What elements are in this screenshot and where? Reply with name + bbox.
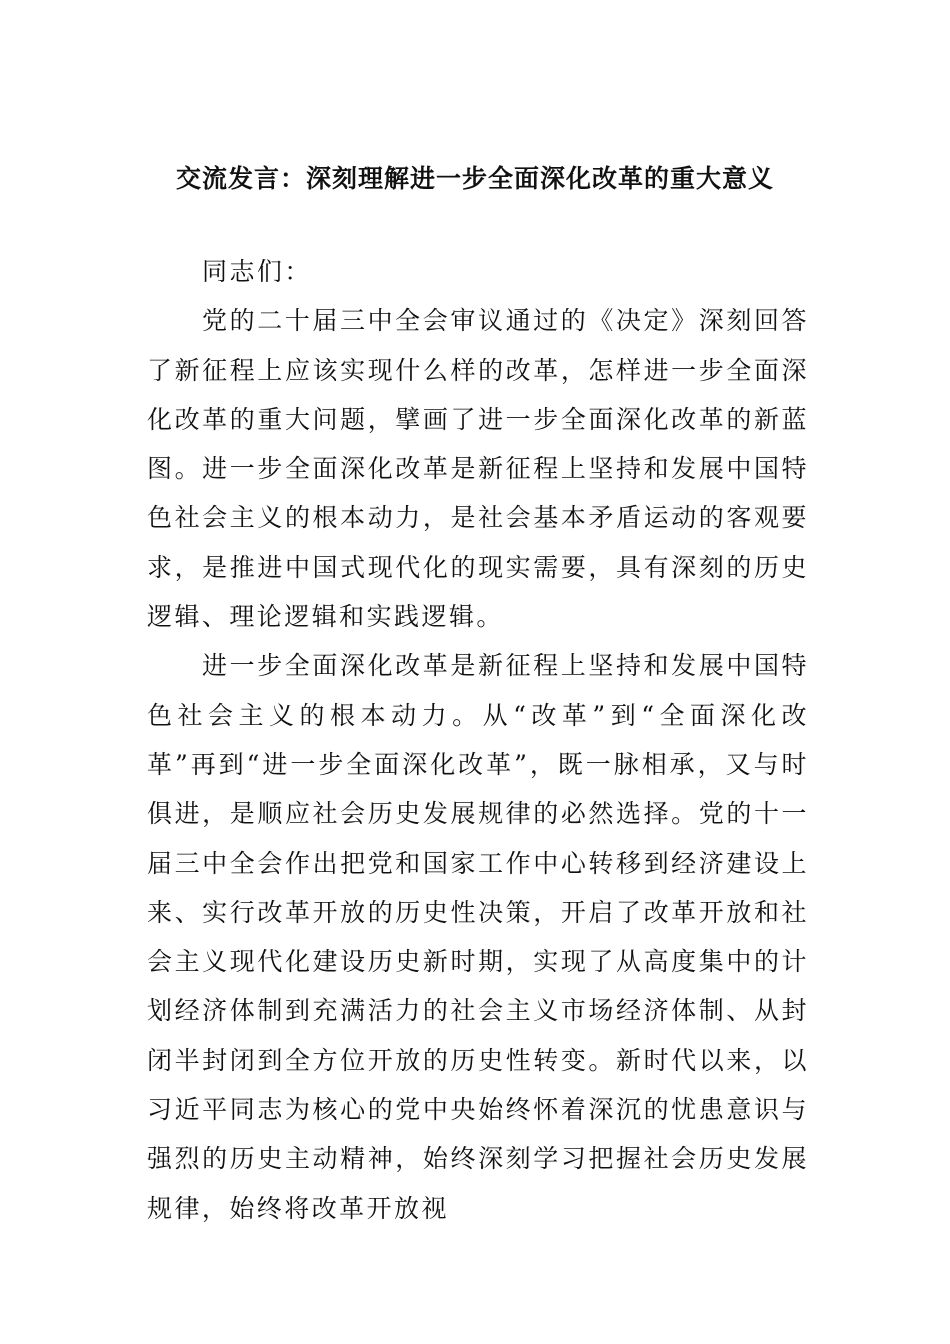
document-title: 交流发言：深刻理解进一步全面深化改革的重大意义 (175, 164, 774, 193)
document-body (147, 247, 809, 1233)
paragraph-2: 进一步全面深化改革是新征程上坚持和发展中国特色社会主义的根本动力。从“改革”到“全面深化改革”再到“进一步全面深化改革”，既一脉相承，又与时俱进，是顺应社会历史发展规律的必然选择。党的十一届三中全会作出把党和国家工作中心转移到经济建设上来、实行改革开放的历史性决策，开启了改革开放和社会主义现代化建设历史新时期，实现了从高度集中的计划经济体制到充满活力的社会主义市场经济体制、从封闭半封闭到全方位开放的历史性转变。新时代以来，以习近平同志为核心的党中央始终怀着深沉的忧患意识与强烈的历史主动精神，始终深刻学习把握社会历史发展规律，始终将改革开放视 (147, 651, 809, 1223)
paragraph-1: 党的二十届三中全会审议通过的《决定》深刻回答了新征程上应该实现什么样的改革，怎样进一步全面深化改革的重大问题，擘画了进一步全面深化改革的新蓝图。进一步全面深化改革是新征程上坚持和发展中国特色社会主义的根本动力，是社会基本矛盾运动的客观要求，是推进中国式现代化的现实需要，具有深刻的历史逻辑、理论逻辑和实践逻辑。 (147, 306, 809, 632)
salutation: 同志们： (202, 257, 312, 286)
